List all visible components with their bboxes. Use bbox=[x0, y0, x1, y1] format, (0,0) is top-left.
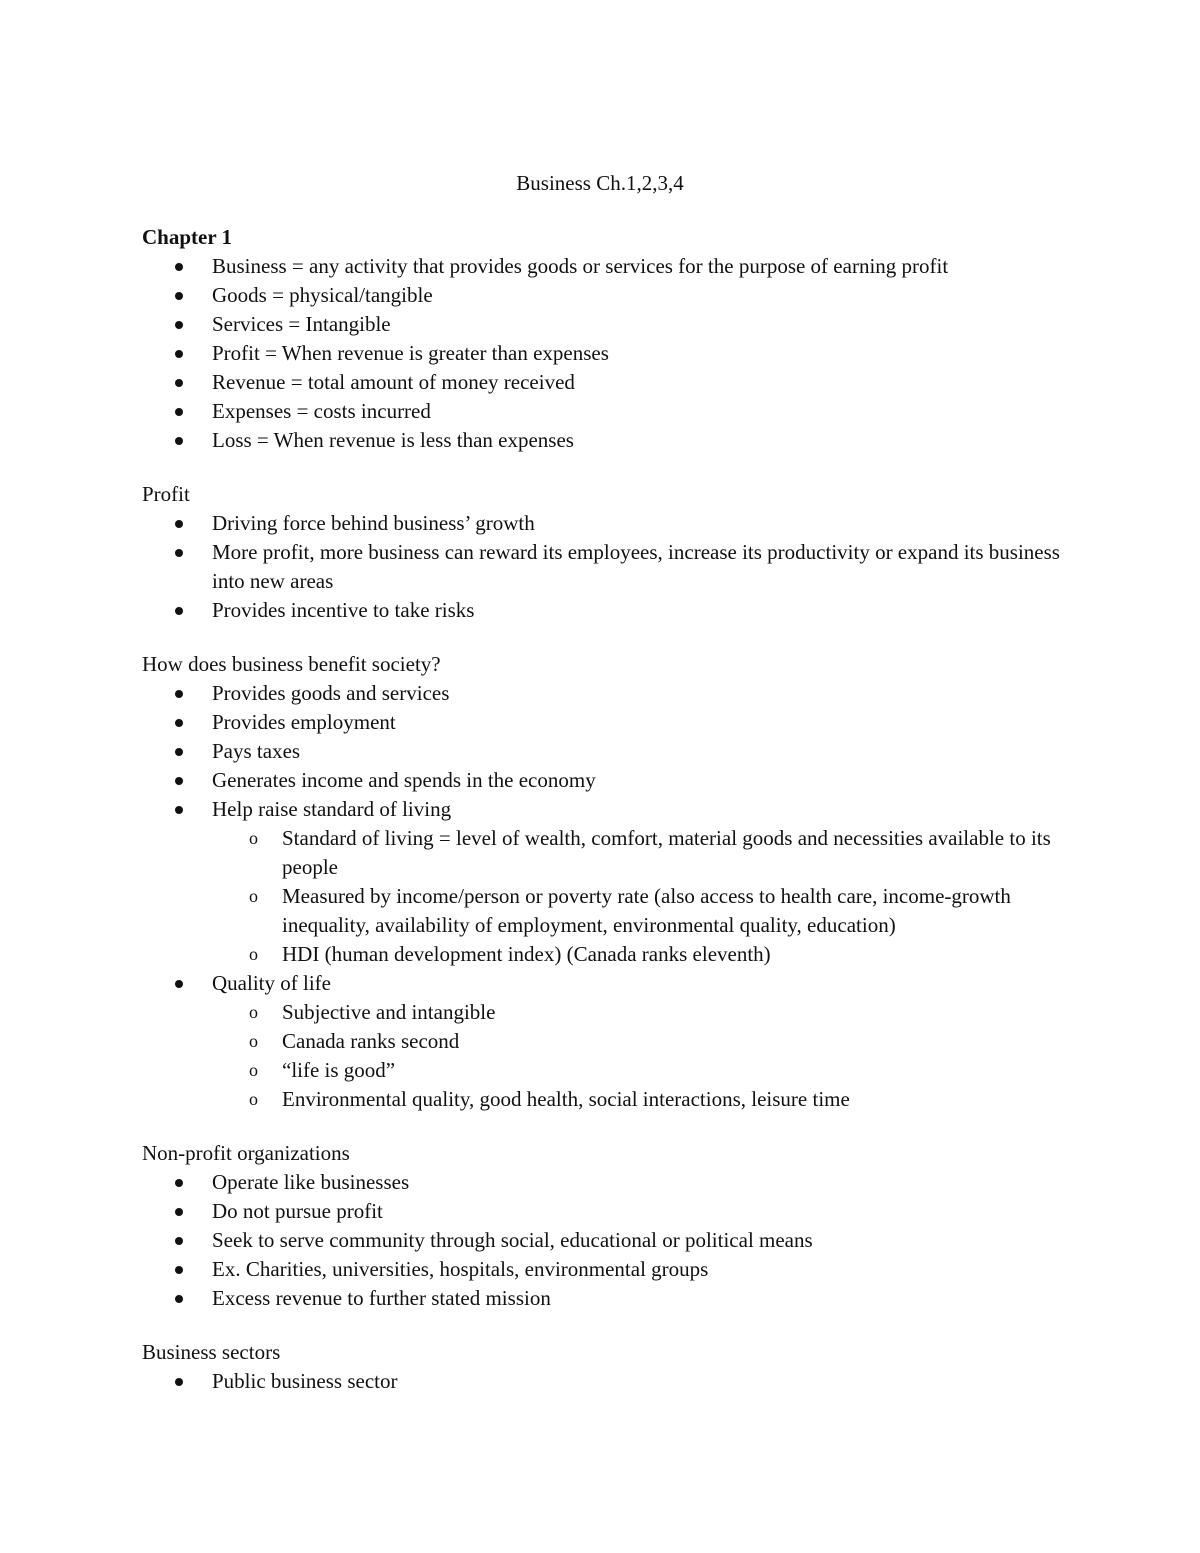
list-item-text: Seek to serve community through social, educational or political means bbox=[212, 1228, 813, 1252]
sub-list-item-text: Subjective and intangible bbox=[282, 1000, 496, 1024]
list-item-text: Loss = When revenue is less than expenses bbox=[212, 428, 574, 452]
sub-list-item bbox=[212, 940, 1072, 969]
sub-list-item-text: Measured by income/person or poverty rate (also access to health care, income-growth inequality, availability of employment, environmental quality, education) bbox=[282, 884, 1011, 937]
section-heading: Non-profit organizations bbox=[142, 1141, 350, 1165]
list-item bbox=[142, 426, 1072, 455]
bullet-icon bbox=[175, 980, 183, 988]
document-body bbox=[142, 223, 1072, 1396]
bullet-icon bbox=[175, 1237, 183, 1245]
list-item bbox=[142, 1226, 1072, 1255]
bullet-icon bbox=[175, 806, 183, 814]
list-item bbox=[142, 679, 1072, 708]
bullet-icon bbox=[175, 748, 183, 756]
bullet-list bbox=[142, 252, 1072, 455]
page-title: Business Ch.1,2,3,4 bbox=[516, 171, 684, 195]
list-item-text: Ex. Charities, universities, hospitals, environmental groups bbox=[212, 1257, 709, 1281]
list-item-text: Pays taxes bbox=[212, 739, 301, 763]
bullet-icon bbox=[175, 690, 183, 698]
bullet-icon bbox=[175, 350, 183, 358]
sub-bullet-list bbox=[212, 824, 1072, 969]
bullet-icon bbox=[175, 1295, 183, 1303]
section-heading: Profit bbox=[142, 482, 190, 506]
list-item-text: Excess revenue to further stated mission bbox=[212, 1286, 551, 1310]
list-item bbox=[142, 339, 1072, 368]
bullet-icon bbox=[175, 1208, 183, 1216]
bullet-icon bbox=[175, 719, 183, 727]
sub-list-item-text: Canada ranks second bbox=[282, 1029, 460, 1053]
circle-bullet-icon: o bbox=[249, 944, 258, 964]
bullet-icon bbox=[175, 292, 183, 300]
list-item-text: More profit, more business can reward its employees, increase its productivity or expand its business into new areas bbox=[212, 540, 1060, 593]
circle-bullet-icon: o bbox=[249, 1031, 258, 1051]
list-item-text: Provides incentive to take risks bbox=[212, 598, 475, 622]
bullet-list bbox=[142, 1367, 1072, 1396]
circle-bullet-icon: o bbox=[249, 1060, 258, 1080]
sub-list-item bbox=[212, 1027, 1072, 1056]
list-item-text: Business = any activity that provides goods or services for the purpose of earning profit bbox=[212, 254, 949, 278]
list-item bbox=[142, 969, 1072, 1114]
circle-bullet-icon: o bbox=[249, 1002, 258, 1022]
list-item bbox=[142, 538, 1072, 596]
list-item-text: Help raise standard of living bbox=[212, 797, 452, 821]
list-item bbox=[142, 252, 1072, 281]
section-heading: Chapter 1 bbox=[142, 225, 233, 249]
list-item bbox=[142, 795, 1072, 969]
circle-bullet-icon: o bbox=[249, 1089, 258, 1109]
bullet-icon bbox=[175, 777, 183, 785]
sub-list-item bbox=[212, 1056, 1072, 1085]
section-chapter-1 bbox=[142, 223, 1072, 455]
list-item-text: Public business sector bbox=[212, 1369, 398, 1393]
bullet-icon bbox=[175, 379, 183, 387]
section-heading: How does business benefit society? bbox=[142, 652, 441, 676]
list-item bbox=[142, 310, 1072, 339]
list-item-text: Expenses = costs incurred bbox=[212, 399, 431, 423]
list-item bbox=[142, 1284, 1072, 1313]
list-item-text: Profit = When revenue is greater than expenses bbox=[212, 341, 609, 365]
list-item bbox=[142, 766, 1072, 795]
list-item bbox=[142, 397, 1072, 426]
list-item-text: Provides employment bbox=[212, 710, 396, 734]
bullet-list bbox=[142, 1168, 1072, 1313]
bullet-icon bbox=[175, 549, 183, 557]
list-item bbox=[142, 708, 1072, 737]
list-item bbox=[142, 509, 1072, 538]
list-item bbox=[142, 281, 1072, 310]
list-item-text: Goods = physical/tangible bbox=[212, 283, 433, 307]
bullet-list bbox=[142, 679, 1072, 1114]
list-item bbox=[142, 1367, 1072, 1396]
bullet-list bbox=[142, 509, 1072, 625]
section-society-benefit bbox=[142, 650, 1072, 1114]
bullet-icon bbox=[175, 408, 183, 416]
list-item-text: Services = Intangible bbox=[212, 312, 391, 336]
sub-list-item bbox=[212, 824, 1072, 882]
sub-list-item bbox=[212, 998, 1072, 1027]
bullet-icon bbox=[175, 520, 183, 528]
list-item bbox=[142, 1168, 1072, 1197]
list-item bbox=[142, 596, 1072, 625]
sub-list-item bbox=[212, 1085, 1072, 1114]
list-item bbox=[142, 1197, 1072, 1226]
list-item bbox=[142, 737, 1072, 766]
sub-list-item bbox=[212, 882, 1072, 940]
list-item-text: Driving force behind business’ growth bbox=[212, 511, 535, 535]
sub-list-item-text: “life is good” bbox=[282, 1058, 396, 1082]
circle-bullet-icon: o bbox=[249, 828, 258, 848]
list-item-text: Revenue = total amount of money received bbox=[212, 370, 575, 394]
bullet-icon bbox=[175, 1378, 183, 1386]
section-non-profit bbox=[142, 1139, 1072, 1313]
bullet-icon bbox=[175, 1266, 183, 1274]
section-profit bbox=[142, 480, 1072, 625]
list-item-text: Quality of life bbox=[212, 971, 331, 995]
list-item-text: Provides goods and services bbox=[212, 681, 450, 705]
section-heading: Business sectors bbox=[142, 1340, 281, 1364]
sub-list-item-text: Environmental quality, good health, social interactions, leisure time bbox=[282, 1087, 850, 1111]
bullet-icon bbox=[175, 437, 183, 445]
section-business-sectors bbox=[142, 1338, 1072, 1396]
bullet-icon bbox=[175, 607, 183, 615]
bullet-icon bbox=[175, 321, 183, 329]
list-item-text: Generates income and spends in the economy bbox=[212, 768, 596, 792]
list-item bbox=[142, 368, 1072, 397]
list-item bbox=[142, 1255, 1072, 1284]
list-item-text: Operate like businesses bbox=[212, 1170, 410, 1194]
circle-bullet-icon: o bbox=[249, 886, 258, 906]
sub-bullet-list bbox=[212, 998, 1072, 1114]
list-item-text: Do not pursue profit bbox=[212, 1199, 383, 1223]
sub-list-item-text: HDI (human development index) (Canada ranks eleventh) bbox=[282, 942, 771, 966]
bullet-icon bbox=[175, 1179, 183, 1187]
bullet-icon bbox=[175, 263, 183, 271]
sub-list-item-text: Standard of living = level of wealth, comfort, material goods and necessities available to its people bbox=[282, 826, 1051, 879]
